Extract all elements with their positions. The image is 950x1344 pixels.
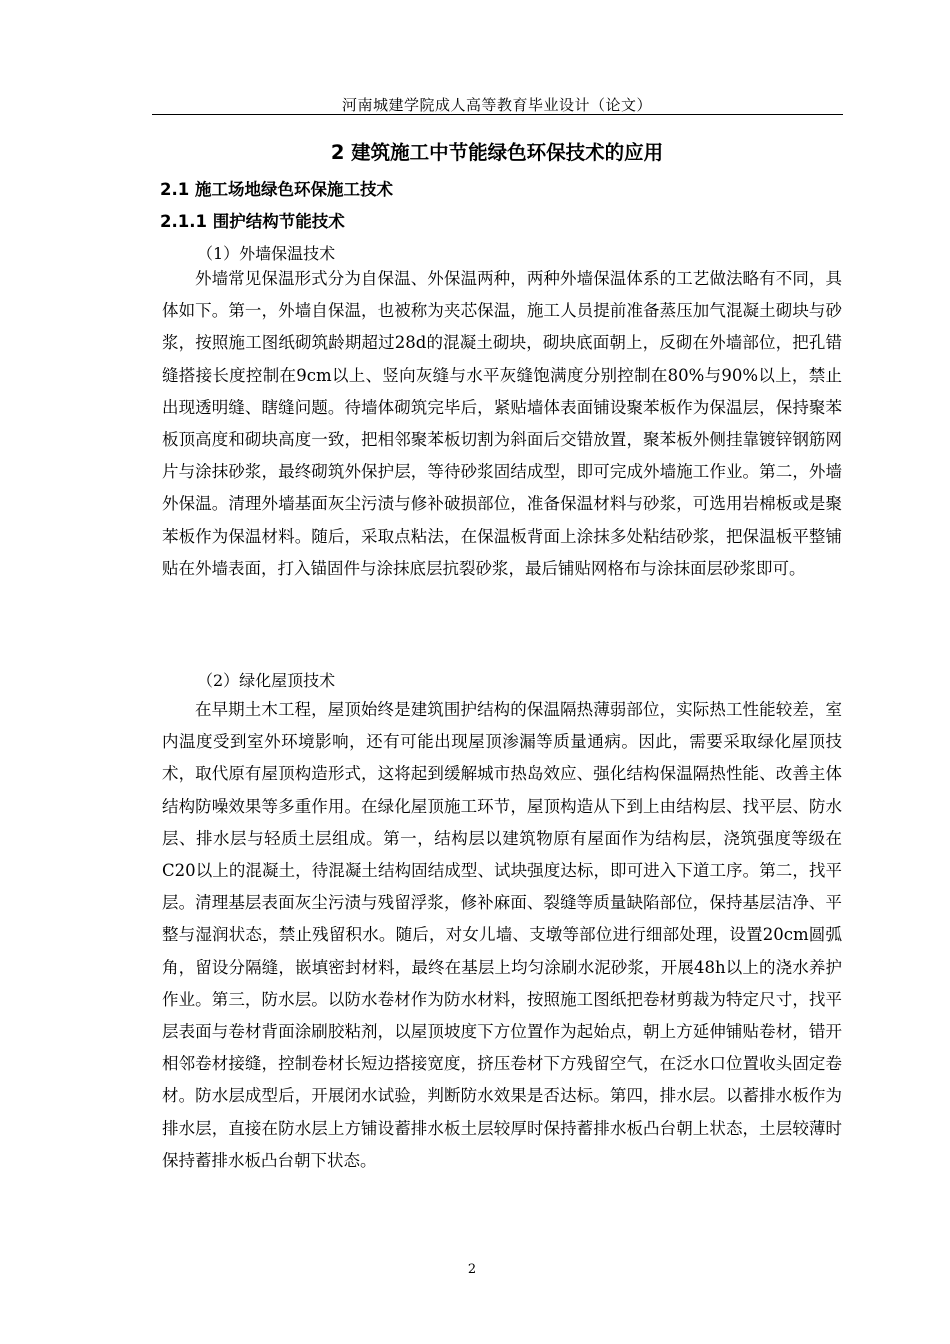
- paragraph-green-roof: 在早期土木工程，屋顶始终是建筑围护结构的保温隔热薄弱部位，实际热工性能较差，室内温度受到室外环境影响，还有可能出现屋顶渗漏等质量通病。因此，需要采取绿化屋顶技术，取代原有屋顶构造形式，这将起到缓解城市热岛效应、强化结构保温隔热性能、改善主体结构防噪效果等多重作用。在绿化屋顶施工环节，屋顶构造从下到上由结构层、找平层、防水层、排水层与轻质土层组成。第一，结构层以建筑物原有屋面作为结构层，浇筑强度等级在C20以上的混凝土，待混凝土结构固结成型、试块强度达标，即可进入下道工序。第二，找平层。清理基层表面灰尘污渍与残留浮浆，修补麻面、裂缝等质量缺陷部位，保持基层洁净、平整与湿润状态，禁止残留积水。随后，对女儿墙、支墩等部位进行细部处理，设置20cm圆弧角，留设分隔缝，嵌填密封材料，最终在基层上均匀涂刷水泥砂浆，开展48h以上的浇水养护作业。第三，防水层。以防水卷材作为防水材料，按照施工图纸把卷材剪裁为特定尺寸，找平层表面与卷材背面涂刷胶粘剂，以屋顶坡度下方位置作为起始点，朝上方延伸铺贴卷材，错开相邻卷材接缝，控制卷材长短边搭接宽度，挤压卷材下方残留空气，在泛水口位置收头固定卷材。防水层成型后，开展闭水试验，判断防水效果是否达标。第四，排水层。以蓄排水板作为排水层，直接在防水层上方铺设蓄排水板土层较厚时保持蓄排水板凸台朝上状态，土层较薄时保持蓄排水板凸台朝下状态。: [162, 700, 842, 1170]
- paragraph-wall-insulation: 外墙常见保温形式分为自保温、外保温两种，两种外墙保温体系的工艺做法略有不同，具体如下。第一，外墙自保温，也被称为夹芯保温，施工人员提前准备蒸压加气混凝土砌块与砂浆，按照施工图纸砌筑龄期超过28d的混凝土砌块，砌块底面朝上，反砌在外墙部位，把孔错缝搭接长度控制在9cm以上、竖向灰缝与水平灰缝饱满度分别控制在80%与90%以上，禁止出现透明缝、瞎缝问题。待墙体砌筑完毕后，紧贴墙体表面铺设聚苯板作为保温层，保持聚苯板顶高度和砌块高度一致，把相邻聚苯板切割为斜面后交错放置，聚苯板外侧挂靠镀锌钢筋网片与涂抹砂浆，最终砌筑外保护层，等待砂浆固结成型，即可完成外墙施工作业。第二，外墙外保温。清理外墙基面灰尘污渍与修补破损部位，准备保温材料与砂浆，可选用岩棉板或是聚苯板作为保温材料。随后，采取点粘法，在保温板背面上涂抹多处粘结砂浆，把保温板平整铺贴在外墙表面，打入锚固件与涂抹底层抗裂砂浆，最后铺贴网格布与涂抹面层砂浆即可。: [162, 269, 842, 578]
- section-heading-2-1-1: 2.1.1 围护结构节能技术: [160, 212, 345, 231]
- page-number: 2: [467, 1262, 477, 1277]
- subsection-heading-wall-insulation: （1）外墙保温技术: [197, 244, 336, 263]
- header-divider: [152, 114, 843, 115]
- running-header: 河南城建学院成人高等教育毕业设计（论文）: [341, 96, 652, 114]
- chapter-title: 2 建筑施工中节能绿色环保技术的应用: [330, 141, 664, 164]
- section-heading-2-1: 2.1 施工场地绿色环保施工技术: [160, 180, 393, 199]
- subsection-heading-green-roof: （2）绿化屋顶技术: [197, 671, 336, 690]
